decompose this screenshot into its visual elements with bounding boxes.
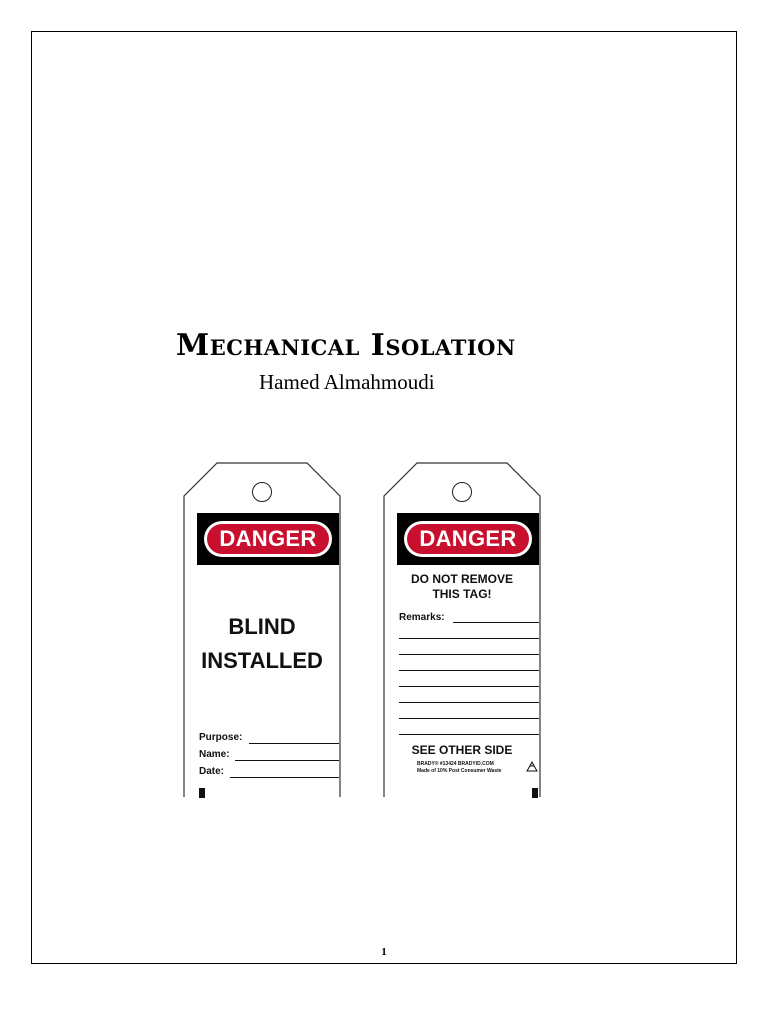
remarks-line bbox=[399, 734, 539, 735]
remarks-line bbox=[453, 622, 539, 623]
tag-notch bbox=[199, 788, 205, 798]
tag-message bbox=[183, 610, 341, 678]
tag-notch bbox=[532, 788, 538, 798]
tag-instruction-line2: THIS TAG! bbox=[432, 587, 492, 601]
remarks-line bbox=[399, 686, 539, 687]
danger-label: DANGER bbox=[207, 524, 329, 554]
back-tag bbox=[383, 462, 541, 798]
document-title: Mechanical Isolation bbox=[176, 328, 516, 363]
front-tag bbox=[183, 462, 341, 798]
tag-hole bbox=[252, 482, 272, 502]
tag-message-line1: BLIND bbox=[228, 614, 296, 639]
name-field-line bbox=[235, 760, 339, 761]
fine-print-line2: Made of 10% Post Consumer Waste bbox=[417, 768, 502, 774]
remarks-line bbox=[399, 654, 539, 655]
danger-oval bbox=[404, 521, 532, 557]
danger-oval bbox=[204, 521, 332, 557]
purpose-field-label: Purpose: bbox=[199, 732, 243, 743]
tags-figure bbox=[183, 440, 553, 820]
tag-message-line2: INSTALLED bbox=[201, 648, 323, 673]
document-author: Hamed Almahmoudi bbox=[259, 370, 435, 394]
remarks-label: Remarks: bbox=[399, 612, 445, 623]
danger-label: DANGER bbox=[407, 524, 529, 554]
remarks-line bbox=[399, 702, 539, 703]
name-field-label: Name: bbox=[199, 749, 230, 760]
remarks-line bbox=[399, 638, 539, 639]
tag-instruction bbox=[383, 572, 541, 602]
recycle-icon bbox=[526, 761, 538, 772]
danger-header bbox=[197, 513, 339, 565]
remarks-line bbox=[399, 718, 539, 719]
date-field-line bbox=[230, 777, 339, 778]
fine-print-line1: BRADY® #13424 BRADYID.COM bbox=[417, 761, 494, 767]
remarks-line bbox=[399, 670, 539, 671]
see-other-side-text: SEE OTHER SIDE bbox=[411, 743, 513, 757]
tag-hole bbox=[452, 482, 472, 502]
page-number: 1 bbox=[381, 946, 387, 958]
purpose-field-line bbox=[249, 743, 339, 744]
tag-instruction-line1: DO NOT REMOVE bbox=[410, 572, 513, 586]
date-field-label: Date: bbox=[199, 766, 225, 777]
danger-header bbox=[397, 513, 539, 565]
